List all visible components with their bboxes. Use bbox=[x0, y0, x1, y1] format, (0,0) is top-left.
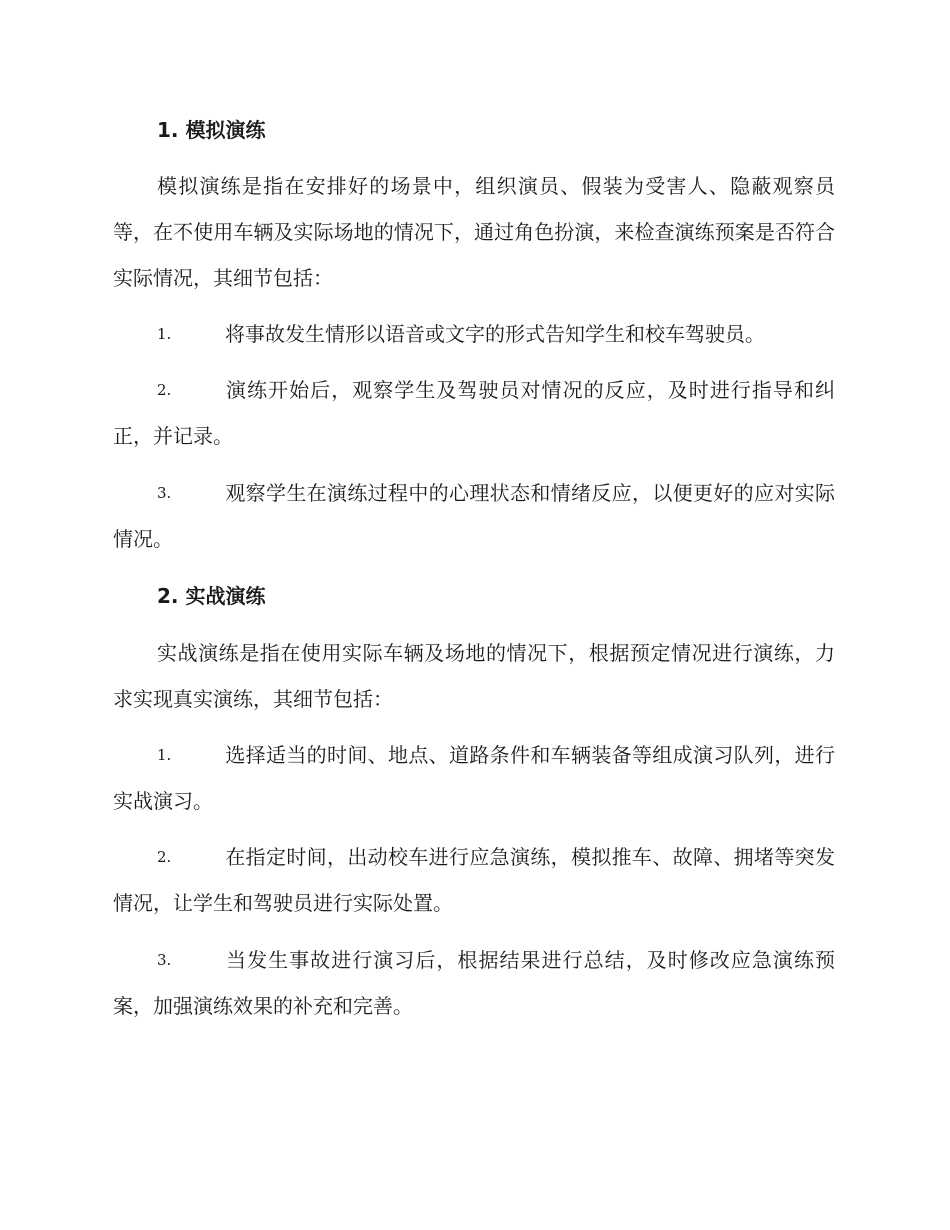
list-item bbox=[113, 732, 835, 824]
list-item-text: 选择适当的时间、地点、道路条件和车辆装备等组成演习队列，进行实战演习。 bbox=[113, 743, 835, 813]
list-item bbox=[113, 367, 835, 459]
list-item-text: 将事故发生情形以语音或文字的形式告知学生和校车驾驶员。 bbox=[225, 322, 765, 346]
list-item bbox=[113, 937, 835, 1029]
list-item bbox=[113, 311, 835, 357]
section-heading: 1. 模拟演练 bbox=[157, 118, 266, 142]
section-intro: 实战演练是指在使用实际车辆及场地的情况下，根据预定情况进行演练，力求实现真实演练，其细节包括： bbox=[113, 641, 835, 711]
list-item-number: 3. bbox=[157, 484, 172, 502]
list-item-text: 在指定时间，出动校车进行应急演练，模拟推车、故障、拥堵等突发情况，让学生和驾驶员进行实际处置。 bbox=[113, 845, 835, 915]
list-item bbox=[113, 470, 835, 562]
list-item bbox=[113, 834, 835, 926]
list-item-number: 2. bbox=[157, 848, 172, 866]
list-item-number: 2. bbox=[157, 381, 172, 399]
list-item-text: 演练开始后，观察学生及驾驶员对情况的反应，及时进行指导和纠正，并记录。 bbox=[113, 378, 835, 448]
list-item-number: 1. bbox=[157, 746, 172, 764]
section-heading: 2. 实战演练 bbox=[157, 584, 266, 608]
list-item-text: 当发生事故进行演习后，根据结果进行总结，及时修改应急演练预案，加强演练效果的补充和完善。 bbox=[113, 948, 835, 1018]
list-item-number: 3. bbox=[157, 951, 172, 969]
list-item-text: 观察学生在演练过程中的心理状态和情绪反应，以便更好的应对实际情况。 bbox=[113, 481, 835, 551]
section-intro: 模拟演练是指在安排好的场景中，组织演员、假装为受害人、隐蔽观察员等，在不使用车辆及实际场地的情况下，通过角色扮演，来检查演练预案是否符合实际情况，其细节包括： bbox=[113, 174, 835, 290]
list-item-number: 1. bbox=[157, 325, 172, 343]
